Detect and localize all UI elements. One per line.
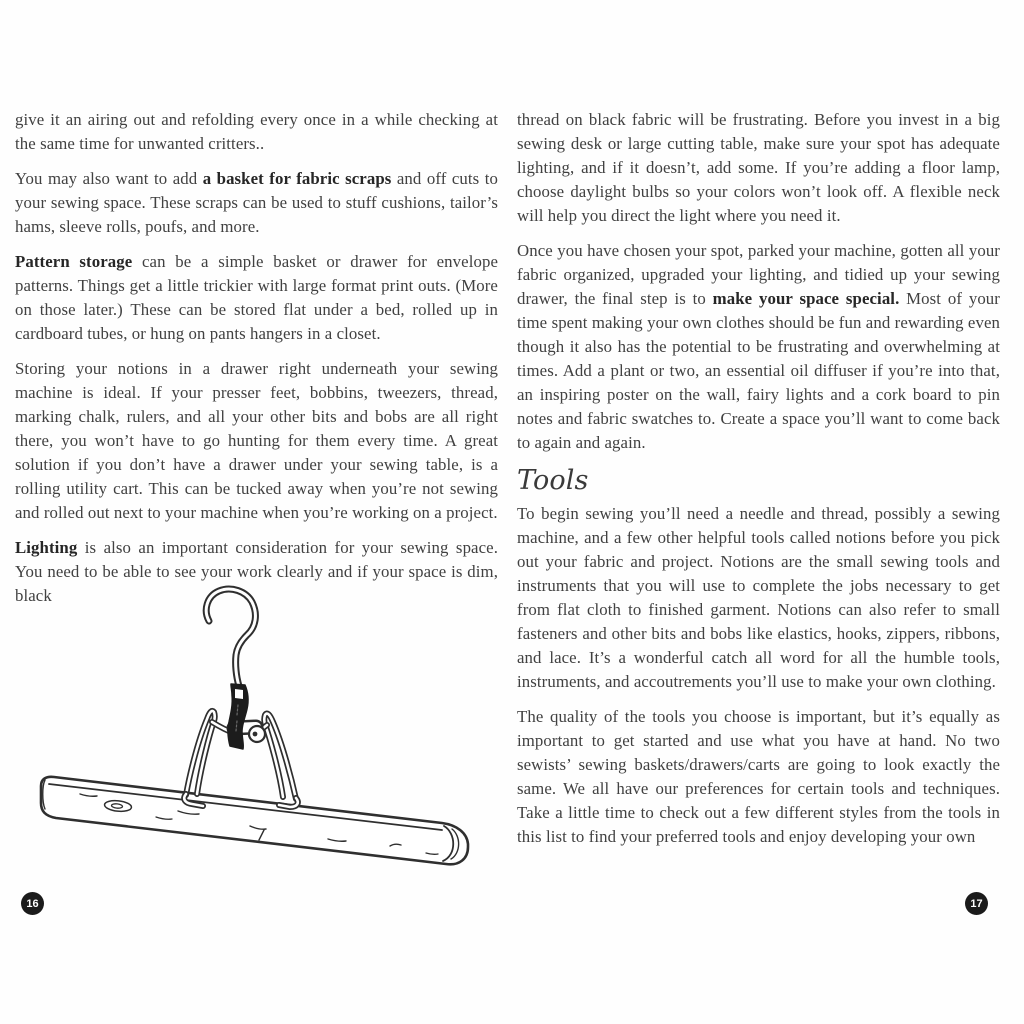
tools-section-heading: Tools [517, 465, 589, 496]
pants-hanger-illustration [28, 583, 498, 883]
paragraph: Pattern storage can be a simple basket or drawer for envelope patterns. Things get a little trickier with large format print outs. (More on those later.) These can be stored flat under a bed, rolled up in cardboard tubes, or hung on pants hangers in a closet. [15, 252, 498, 343]
page-number-left: 16 [21, 892, 44, 915]
hanger-hook [206, 589, 255, 686]
paragraph: thread on black fabric will be frustrating. Before you invest in a big sewing desk or large cutting table, make sure your spot has adequate lighting, and if it doesn’t, add some. If you’re adding a floor lamp, choose daylight bulbs so your colors won’t look off. A flexible neck will help you direct the light where you need it. [517, 110, 1000, 225]
page-number-right: 17 [965, 892, 988, 915]
paragraph: Storing your notions in a drawer right underneath your sewing machine is ideal. If your presser feet, bobbins, tweezers, thread, marking chalk, rulers, and all your other bits and bobs are all right there, you won’t have to go hunting for them every time. A great solution if you don’t have a drawer under your sewing table, is a rolling utility cart. This can be tucked away when you’re not sewing and rolled out next to your machine when you’re working on a project. [15, 359, 498, 522]
page-17-text-column [517, 108, 1000, 860]
paragraph: The quality of the tools you choose is important, but it’s equally as important to get started and use what you have at hand. No two sewists’ sewing baskets/drawers/carts are going to look exactly the same. We all have our preferences for certain tools and techniques. Take a little time to check out a few different styles from the tools in this list to find your preferred tools and enjoy developing your own [517, 707, 1000, 846]
slide-clip [228, 684, 248, 749]
right-column-bottom-paragraphs [517, 502, 1000, 849]
right-column-top-paragraphs [517, 108, 1000, 455]
paragraph: give it an airing out and refolding every once in a while checking at the same time for unwanted critters.. [15, 110, 498, 153]
page-16-text-column [15, 108, 498, 619]
paragraph: Lighting is also an important consideration for your sewing space. You need to be able to see your work clearly and if your space is dim, black [15, 538, 498, 605]
paragraph: Once you have chosen your spot, parked your machine, gotten all your fabric organized, upgraded your lighting, and tidied up your sewing drawer, the final step is to make your space special. Most of your time spent making your own clothes should be fun and rewarding even though it also has the potential to be frustrating and overwhelming at times. Add a plant or two, an essential oil diffuser if you’re into that, an inspiring poster on the wall, fairy lights and a cork board to pin notes and fabric swatches to. Create a space you’ll want to come back to again and again. [517, 241, 1000, 452]
paragraph: You may also want to add a basket for fabric scraps and off cuts to your sewing space. These scraps can be used to stuff cushions, tailor’s hams, sleeve rolls, poufs, and more. [15, 169, 499, 236]
paragraph: To begin sewing you’ll need a needle and thread, possibly a sewing machine, and a few other helpful tools called notions before you pick out your fabric and project. Notions are the small sewing tools and instruments that you will use to complete the jobs necessary to get from flat cloth to finished garment. Notions can also refer to small fasteners and other bits and bobs like elastics, hooks, zippers, ribbons, and lace. It’s a wonderful catch all word for all the humble tools, instruments, and accoutrements you’ll use to make your own clothing. [517, 504, 1000, 691]
